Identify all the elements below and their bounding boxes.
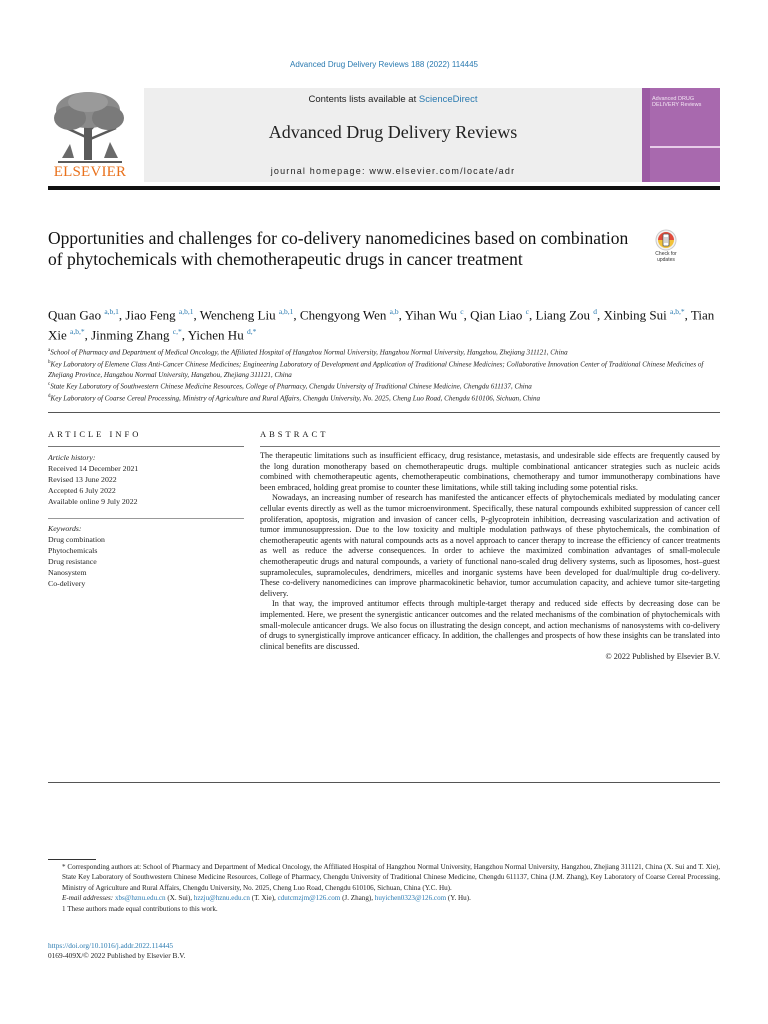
- email-owner: (J. Zhang),: [340, 894, 375, 903]
- check-for-updates-badge[interactable]: [650, 229, 682, 265]
- email-link[interactable]: hzzju@hznu.edu.cn: [193, 894, 250, 903]
- abstract-body: [260, 451, 720, 663]
- affiliation-key: d: [48, 393, 51, 399]
- author-name[interactable]: Wencheng Liu: [199, 307, 276, 323]
- email-link[interactable]: xbs@hznu.edu.cn: [114, 894, 166, 903]
- author-affiliation-marks[interactable]: a,b,*: [669, 307, 685, 316]
- affiliation-item: [48, 346, 722, 358]
- keyword-item: Drug combination: [48, 535, 105, 544]
- author-separator: ,: [463, 307, 471, 323]
- homepage-prefix: journal homepage:: [270, 166, 370, 176]
- author-name[interactable]: Liang Zou: [535, 307, 591, 323]
- email-link[interactable]: cdutcmzjm@126.com: [277, 894, 341, 903]
- corresponding-authors-note: * Corresponding authors at: School of Pharmacy and Department of Medical Oncology, the Affiliated Hospital of Hangzhou Normal University, Hangzhou Normal University, Hangzhou, Zhejiang 311121, China (X. Sui and T. Xie), State Key Laboratory of Southwestern Chinese Medicine Resources, College of Pharmacy, Chengdu University of Traditional Chinese Medicine, Chengdu 611137, China (J.M. Zhang), Key Laboratory of Coarse Cereal Processing, Ministry of Agriculture and Rural Affairs, Chengdu University, No. 2025, Cheng Luo Road, Chengdu 610106, Sichuan, China (Y.C. Hu).: [62, 863, 720, 892]
- author-affiliation-marks[interactable]: c: [460, 307, 464, 316]
- author-separator: ,: [398, 307, 405, 323]
- keywords: [48, 523, 244, 589]
- author-name[interactable]: Qian Liao: [470, 307, 523, 323]
- cover-title: Advanced DRUG DELIVERY Reviews: [652, 96, 702, 108]
- keywords-label: Keywords:: [48, 524, 82, 533]
- author-name[interactable]: Xinbing Sui: [603, 307, 667, 323]
- affiliation-key: b: [48, 359, 51, 365]
- author-affiliation-marks[interactable]: d,*: [246, 327, 257, 337]
- author-separator: ,: [597, 307, 604, 323]
- sciencedirect-link[interactable]: ScienceDirect: [418, 94, 478, 105]
- author-affiliation-marks[interactable]: a,b: [389, 307, 399, 316]
- author-separator: ,: [529, 307, 536, 323]
- email-owner: (X. Sui),: [165, 894, 194, 903]
- history-label: Article history:: [48, 453, 96, 462]
- history-received: Received 14 December 2021: [48, 464, 139, 473]
- author-separator: ,: [193, 307, 200, 323]
- publisher-name: ELSEVIER: [53, 164, 127, 180]
- author-name[interactable]: Jiao Feng: [125, 307, 176, 323]
- author-affiliation-marks[interactable]: a,b,1: [278, 307, 294, 316]
- email-label: E-mail addresses:: [62, 894, 115, 903]
- author-name[interactable]: Tian Xie: [48, 307, 715, 343]
- header-rule: [48, 186, 720, 190]
- author-affiliation-marks[interactable]: c: [525, 307, 529, 316]
- email-addresses: [48, 893, 720, 903]
- email-owner: (T. Xie),: [249, 894, 278, 903]
- check-updates-label: Check for updates: [655, 251, 677, 263]
- affiliation-key: c: [48, 381, 51, 387]
- author-affiliation-marks[interactable]: c,*: [172, 327, 182, 337]
- abstract-paragraph: Nowadays, an increasing number of research has manifested the anticancer effects of phytochemicals mediated by modulating cancer cellular events directly as well as the tumor microenvironment. Specifically, these natural compounds exhibited suppression of cancer cell proliferation, apoptosis, migration and invasion of cancer cells, P-glycoprotein inhibition, decreasing vascularization and activation of tumor immunosuppression. Due to the low toxicity and multiple modulation pathways of these phytochemicals, the combination of chemotherapeutic agents with natural compounds acts as a novel approach to cancer therapy to increase the efficiency of cancer treatments as well as reduce the adverse consequences. In order to achieve the maximized combination advantages of small-molecule chemotherapeutic drugs and natural compounds, a variety of functional nano-scaled drug delivery systems, such as liposomes, host–guest supramolecules, supramolecules, dendrimers, micelles and inorganic systems have been developed for dual/multiple drug co-delivery. These co-delivery nanomedicines can improve pharmacokinetic behavior, tumor accumulation capacity, and achieve tumor site-targeting delivery.: [260, 493, 720, 598]
- abstract-copyright: © 2022 Published by Elsevier B.V.: [605, 652, 720, 662]
- journal-title: Advanced Drug Delivery Reviews: [268, 122, 518, 142]
- elsevier-tree-logo[interactable]: [48, 88, 132, 182]
- affiliation-key: a: [48, 348, 51, 353]
- keyword-item: Nanosystem: [48, 568, 87, 577]
- journal-masthead: [48, 88, 720, 184]
- journal-header-box: [144, 88, 642, 182]
- doi-block: [48, 941, 448, 962]
- affiliation-text: Key Laboratory of Elemene Class Anti-Cancer Chinese Medicines; Engineering Laboratory of Development and Application of Traditional Chinese Medicines; Collaborative Innovation Center of Traditional Chinese Medicines of Zhejiang Province, Hangzhou Normal University, Hangzhou, Zhejiang 311121, China: [48, 360, 704, 379]
- author-name[interactable]: Chengyong Wen: [299, 307, 387, 323]
- author-affiliation-marks[interactable]: a,b,*: [70, 327, 85, 337]
- doi-link[interactable]: https://doi.org/10.1016/j.addr.2022.114445: [48, 941, 174, 950]
- homepage-url-link[interactable]: www.elsevier.com/locate/adr: [369, 166, 516, 176]
- author-name[interactable]: Yichen Hu: [187, 327, 244, 343]
- affiliations: [48, 346, 722, 403]
- history-online: Available online 9 July 2022: [48, 497, 138, 506]
- issn-line: 0169-409X/© 2022 Published by Elsevier B.V.: [48, 951, 186, 961]
- keyword-item: Phytochemicals: [48, 546, 98, 555]
- journal-reference-link[interactable]: Advanced Drug Delivery Reviews 188 (2022) 114445: [290, 60, 478, 69]
- footnotes: [48, 862, 720, 914]
- footnote-rule: [48, 859, 96, 860]
- email-link[interactable]: huyichen0323@126.com: [374, 894, 447, 903]
- keyword-item: Drug resistance: [48, 557, 97, 566]
- author-separator: ,: [293, 307, 300, 323]
- history-accepted: Accepted 6 July 2022: [48, 486, 116, 495]
- article-title: Opportunities and challenges for co-delivery nanomedicines based on combination of phytochemicals with chemotherapeutic drugs in cancer treatment: [48, 228, 629, 269]
- affiliation-text: School of Pharmacy and Department of Medical Oncology, the Affiliated Hospital of Hangzhou Normal University, Hangzhou Normal University, Hangzhou, Zhejiang 311121, China: [50, 348, 568, 357]
- author-separator: ,: [84, 327, 92, 343]
- article-history: [48, 452, 244, 507]
- author-name[interactable]: Jinming Zhang: [91, 327, 170, 343]
- author-affiliation-marks[interactable]: a,b,1: [104, 307, 119, 316]
- abstract-paragraph: In that way, the improved antitumor effects through multiple-target therapy and reduced side effects by decreasing dose can be implemented. Here, we present the synergistic anticancer outcomes and the related mechanisms of the combination of phytochemicals with small-molecule anticancer drugs. We also focus on illustrating the design concept, and action mechanisms of nanosystems with co-delivery of drugs to synergistically improve anticancer efficacy. In addition, the challenges and prospects of how these insights can be translated into clinical benefits are discussed.: [260, 599, 720, 651]
- affiliation-text: Key Laboratory of Coarse Cereal Processing, Ministry of Agriculture and Rural Affairs, Chengdu University, No. 2025, Cheng Luo Road, Chengdu 610106, Sichuan, China: [50, 394, 541, 403]
- affiliation-text: State Key Laboratory of Southwestern Chinese Medicine Resources, College of Pharmacy, Chengdu University of Traditional Chinese Medicine, Chengdu 611137, China: [50, 382, 532, 391]
- affiliation-item: [48, 380, 722, 392]
- affiliation-item: [48, 358, 722, 380]
- affiliation-item: [48, 392, 722, 404]
- author-list: [48, 303, 720, 344]
- keyword-item: Co-delivery: [48, 579, 86, 588]
- abstract-heading: ABSTRACT: [260, 429, 329, 439]
- contents-prefix: Contents lists available at: [308, 94, 419, 105]
- article-info-rule: [48, 446, 244, 447]
- email-owner: (Y. Hu).: [446, 894, 471, 903]
- article-info-heading: ARTICLE INFO: [48, 429, 142, 439]
- history-revised: Revised 13 June 2022: [48, 475, 117, 484]
- abstract-rule: [260, 446, 720, 447]
- author-name[interactable]: Yihan Wu: [404, 307, 457, 323]
- section-rule: [48, 412, 720, 413]
- cover-band: [650, 146, 720, 148]
- journal-cover-thumbnail[interactable]: [642, 88, 720, 182]
- abstract-paragraph: The therapeutic limitations such as insufficient efficacy, drug resistance, metastasis, and undesirable side effects are frequently caused by the long duration monotherapy based on chemotherapeutic drugs. multiple combinational anticancer strategies such as nucleic acids combined with chemotherapeutic agents, chemotherapeutic combinations, chemotherapy and tumor immunotherapy combinations have been embraced, holding great promise to counter these limitations, while still taking including some potential risks.: [260, 451, 720, 492]
- author-name[interactable]: Quan Gao: [48, 307, 102, 323]
- author-separator: ,: [118, 307, 126, 323]
- journal-homepage: [144, 166, 642, 176]
- author-separator: ,: [684, 307, 691, 323]
- contents-line: [144, 94, 642, 105]
- author-affiliation-marks[interactable]: d: [593, 307, 598, 316]
- author-affiliation-marks[interactable]: a,b,1: [178, 307, 194, 316]
- equal-contribution-note: 1 These authors made equal contributions to this work.: [62, 904, 218, 913]
- tree-icon: [48, 88, 132, 164]
- keywords-rule: [48, 518, 244, 519]
- check-updates-icon: [650, 229, 682, 251]
- author-separator: ,: [181, 327, 188, 343]
- abstract-end-rule: [48, 782, 720, 783]
